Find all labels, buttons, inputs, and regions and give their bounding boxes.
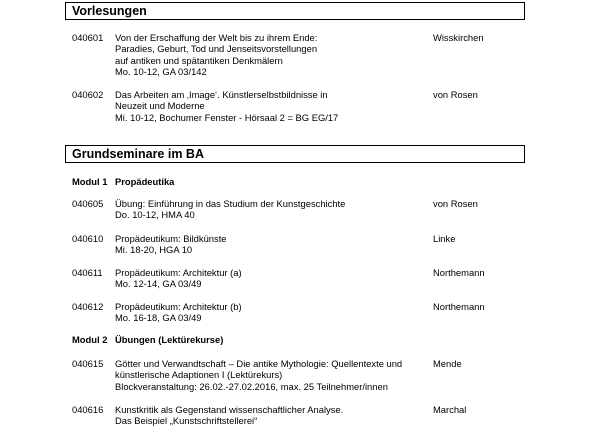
course-code: 040601 [72,32,104,43]
course-description [115,358,430,392]
course-schedule: Mo. 10-12, GA 03/142 [115,65,207,77]
module-heading-2 [72,334,224,345]
course-schedule: Mo. 16-18, GA 03/49 [115,312,202,324]
course-title-line: künstlerische Adaptionen I (Lektürekurs) [115,369,283,381]
course-code: 040612 [72,301,104,312]
course-title-line: Propädeutikum: Architektur (a) [115,267,242,278]
module-heading-1 [72,176,175,187]
course-description [115,32,430,77]
course-code: 040615 [72,358,104,369]
module-label: Modul 1 [72,176,108,187]
course-title-line: Propädeutikum: Architektur (b) [115,301,242,312]
course-title-line: Von der Erschaffung der Welt bis zu ihrem Ende: [115,32,318,43]
course-schedule: Blockveranstaltung: 26.02.-27.02.2016, max. 25 Teilnehmer/innen [115,380,388,392]
course-code: 040611 [72,267,103,278]
course-title-line: Propädeutikum: Bildkünste [115,233,227,244]
section-heading-text: Vorlesungen [72,4,147,18]
course-lecturer: Marchal [433,404,467,415]
course-code: 040605 [72,198,104,209]
section-heading-vorlesungen [65,2,525,20]
course-title-line: Übung: Einführung in das Studium der Kunstgeschichte [115,198,346,209]
section-heading-text: Grundseminare im BA [72,147,204,161]
course-code: 040602 [72,89,104,100]
course-code: 040616 [72,404,104,415]
course-lecturer: Northemann [433,267,485,278]
course-description [115,267,430,290]
course-title-line: Kunstkritik als Gegenstand wissenschaftlicher Analyse. [115,404,344,415]
course-title-line: Götter und Verwandtschaft – Die antike Mythologie: Quellentexte und [115,358,403,369]
course-lecturer: Linke [433,233,456,244]
course-schedule: Do. 10-12, HMA 40 [115,209,195,221]
course-title-line: Paradies, Geburt, Tod und Jenseitsvorstellungen [115,43,318,55]
section-heading-grundseminare [65,145,525,163]
course-description [115,404,430,427]
course-description [115,198,430,221]
course-lecturer: Northemann [433,301,485,312]
course-title-line: Das Arbeiten am ‚Image‘. Künstlerselbstbildnisse in [115,89,328,100]
module-title: Übungen (Lektürekurse) [115,334,224,345]
course-lecturer: von Rosen [433,198,478,209]
course-lecturer: Mende [433,358,462,369]
course-lecturer: von Rosen [433,89,478,100]
course-lecturer: Wisskirchen [433,32,484,43]
course-title-line: Das Beispiel „Kunstschriftstellerei“ [115,415,258,427]
course-schedule: Mo. 12-14, GA 03/49 [115,278,202,290]
course-title-line: Neuzeit und Moderne [115,100,205,112]
module-title: Propädeutika [115,176,175,187]
course-schedule: Mi. 10-12, Bochumer Fenster - Hörsaal 2 = BG EG/17 [115,111,339,123]
course-description [115,233,430,256]
course-title-line: auf antiken und spätantiken Denkmälern [115,54,283,66]
course-code: 040610 [72,233,104,244]
course-schedule: Mi. 18-20, HGA 10 [115,244,193,256]
module-label: Modul 2 [72,334,108,345]
course-description [115,89,430,123]
course-description [115,301,430,324]
